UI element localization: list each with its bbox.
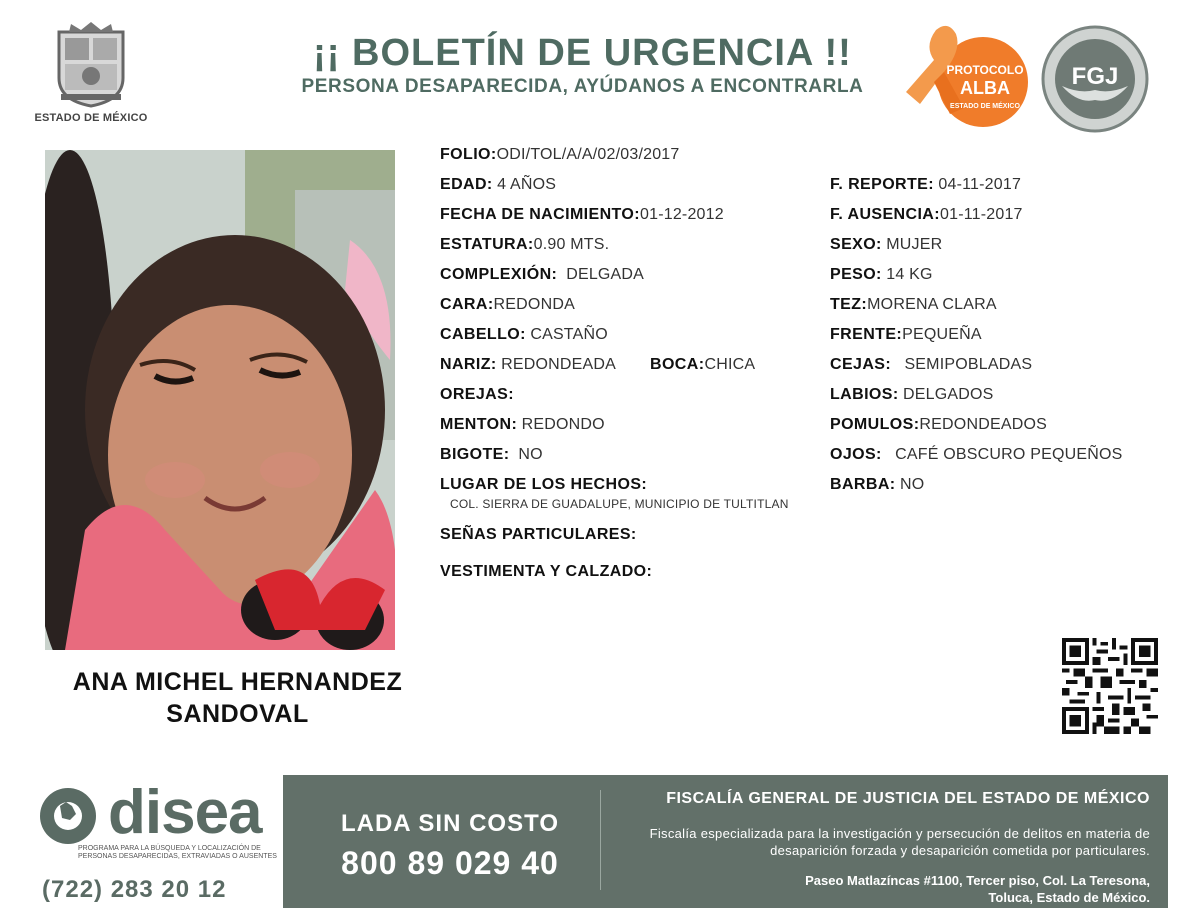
- bulletin-subtitle: PERSONA DESAPARECIDA, AYÚDANOS A ENCONTRARLA: [301, 76, 864, 97]
- field-label: SEÑAS PARTICULARES:: [440, 526, 637, 543]
- field-cabello: [440, 325, 608, 345]
- field-estatura: [440, 235, 609, 255]
- field-cara: [440, 295, 575, 315]
- field-label: LABIOS:: [830, 386, 899, 403]
- odisea-description: PROGRAMA PARA LA BÚSQUEDA Y LOCALIZACIÓN DE PERSONAS DESAPARECIDAS, EXTRAVIADAS O AUSENTES: [78, 845, 277, 860]
- field-label: OREJAS:: [440, 386, 514, 403]
- field-value: REDONDEADOS: [919, 416, 1047, 433]
- field-value: 0.90 MTS.: [533, 236, 610, 253]
- field-label: CABELLO:: [440, 326, 526, 343]
- field-value: SEMIPOBLADAS: [904, 356, 1033, 373]
- field-tez: [830, 295, 997, 315]
- field-value: REDONDEADA: [501, 356, 616, 373]
- field-label: MENTON:: [440, 416, 518, 433]
- field-bigote: [440, 445, 543, 465]
- field-pomulos: [830, 415, 1047, 435]
- field-value: 14 KG: [886, 266, 933, 283]
- person-name-line2: SANDOVAL: [166, 700, 309, 728]
- field-label: NARIZ:: [440, 356, 497, 373]
- field-value: REDONDO: [521, 416, 605, 433]
- field-cejas: [830, 355, 1032, 375]
- field-value: CAFÉ OBSCURO PEQUEÑOS: [895, 446, 1123, 463]
- missing-person-photo: [45, 150, 395, 650]
- alba-line1: PROTOCOLO: [946, 63, 1024, 77]
- field-value: NO: [518, 446, 543, 463]
- alba-line2: ALBA: [960, 78, 1010, 98]
- address-line1: Paseo Matlazíncas #1100, Tercer piso, Col. La Teresona,: [805, 873, 1150, 888]
- field-value: REDONDA: [493, 296, 575, 313]
- field-label: LUGAR DE LOS HECHOS:: [440, 476, 648, 493]
- field-complexion: [440, 265, 644, 285]
- field-fecha-nacimiento: [440, 205, 724, 225]
- fgj-seal-icon: [1040, 24, 1150, 134]
- qr-code-icon[interactable]: [1062, 638, 1158, 734]
- field-value: CASTAÑO: [530, 326, 608, 343]
- field-value: DELGADOS: [903, 386, 994, 403]
- field-value: ODI/TOL/A/A/02/03/2017: [496, 146, 680, 163]
- field-label: VESTIMENTA Y CALZADO:: [440, 563, 653, 580]
- field-label: EDAD:: [440, 176, 493, 193]
- field-label: F. AUSENCIA:: [830, 206, 940, 223]
- person-name: [40, 666, 435, 730]
- field-value: 01-11-2017: [940, 206, 1023, 223]
- field-frente: [830, 325, 982, 345]
- fiscalia-title: FISCALÍA GENERAL DE JUSTICIA DEL ESTADO DE MÉXICO: [666, 790, 1150, 807]
- field-orejas: [440, 385, 514, 405]
- field-boca: [650, 355, 755, 375]
- field-peso: [830, 265, 933, 285]
- field-edad: [440, 175, 556, 195]
- bulletin-title: ¡¡ BOLETÍN DE URGENCIA !!: [313, 32, 852, 74]
- field-label: OJOS:: [830, 446, 882, 463]
- field-label: FRENTE:: [830, 326, 903, 343]
- field-label: SEXO:: [830, 236, 882, 253]
- fiscalia-address: [590, 872, 1150, 906]
- field-menton: [440, 415, 605, 435]
- field-lugar-value: COL. SIERRA DE GUADALUPE, MUNICIPIO DE TULTITLAN: [450, 497, 789, 511]
- field-label: CARA:: [440, 296, 494, 313]
- field-ojos: [830, 445, 1123, 465]
- field-value: MORENA CLARA: [867, 296, 997, 313]
- edomex-seal-icon: [51, 18, 131, 108]
- person-name-line1: ANA MICHEL HERNANDEZ: [72, 668, 403, 696]
- odisea-wordmark: disea: [108, 778, 262, 847]
- field-label: ESTATURA:: [440, 236, 534, 253]
- field-value: CHICA: [704, 356, 756, 373]
- field-label: POMULOS:: [830, 416, 920, 433]
- field-nariz: [440, 355, 616, 375]
- protocolo-alba-logo: [900, 22, 1030, 132]
- field-f-ausencia: [830, 205, 1023, 225]
- field-label: COMPLEXIÓN:: [440, 266, 558, 283]
- field-label: FOLIO:: [440, 146, 497, 163]
- field-lugar-hechos: [440, 475, 647, 495]
- field-value: NO: [899, 476, 925, 493]
- field-label: BARBA:: [830, 476, 896, 493]
- field-label: BIGOTE:: [440, 446, 510, 463]
- field-label: CEJAS:: [830, 356, 892, 373]
- field-barba: [830, 475, 924, 495]
- field-vestimenta: [440, 562, 652, 582]
- lada-label: LADA SIN COSTO: [340, 810, 559, 837]
- field-value: 04-11-2017: [938, 176, 1022, 193]
- field-folio: [440, 145, 680, 165]
- state-name: ESTADO DE MÉXICO: [34, 112, 148, 124]
- alba-line3: ESTADO DE MÉXICO: [950, 103, 1020, 110]
- field-sexo: [830, 235, 942, 255]
- location-pin-icon: [36, 786, 106, 848]
- estado-de-mexico-logo: [30, 18, 152, 124]
- lada-number[interactable]: 800 89 029 40: [341, 845, 559, 881]
- fiscalia-description: Fiscalía especializada para la investigación y persecución de delitos en materia de desaparición forzada y desaparición cometida por particulares.: [649, 826, 1150, 858]
- field-label: PESO:: [830, 266, 882, 283]
- field-label: BOCA:: [650, 356, 705, 373]
- field-value: 01-12-2012: [640, 206, 724, 223]
- field-label: TEZ:: [830, 296, 868, 313]
- field-label: F. REPORTE:: [830, 176, 934, 193]
- address-line2: Toluca, Estado de México.: [988, 890, 1150, 905]
- field-labios: [830, 385, 994, 405]
- field-value: MUJER: [886, 236, 943, 253]
- odisea-phone[interactable]: (722) 283 20 12: [42, 876, 227, 903]
- field-value: 4 AÑOS: [497, 176, 557, 193]
- field-value: PEQUEÑA: [902, 326, 982, 343]
- fgj-text: FGJ: [1071, 63, 1119, 90]
- field-senas: [440, 525, 637, 545]
- field-label: FECHA DE NACIMIENTO:: [440, 206, 640, 223]
- field-f-reporte: [830, 175, 1021, 195]
- field-value: DELGADA: [566, 266, 645, 283]
